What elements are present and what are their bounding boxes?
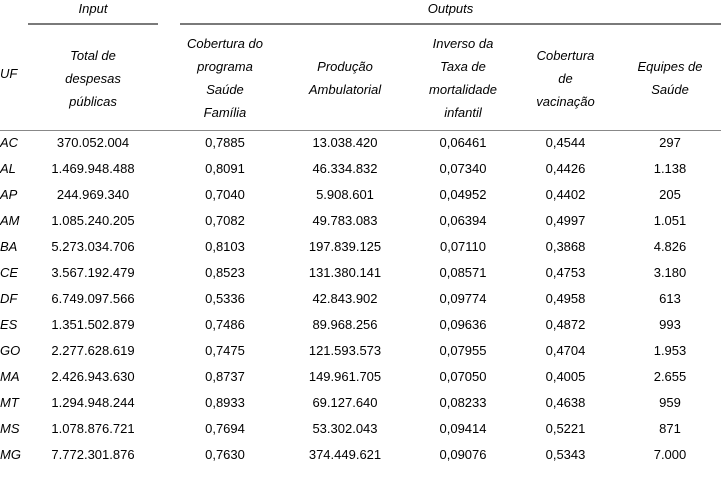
uf-cell: CE (0, 265, 19, 280)
table-cell: 0,09774 (439, 291, 487, 306)
column-header-vacinacao (513, 26, 618, 130)
table-row (0, 184, 721, 210)
table-cell: 0,4005 (545, 369, 586, 384)
header-line: Ambulatorial (308, 82, 382, 97)
table-cell: 4.826 (653, 239, 687, 254)
table-body (0, 132, 721, 470)
header-line: Cobertura (536, 47, 595, 63)
uf-cell: AP (0, 187, 18, 202)
table-cell: 0,07050 (439, 369, 487, 384)
table-cell: 0,4872 (545, 317, 586, 332)
header-line: Saúde (651, 82, 689, 97)
table-cell: 0,5336 (205, 291, 245, 306)
table-cell: 6.749.097.566 (51, 291, 135, 306)
table-cell: 0,8737 (205, 369, 245, 384)
table-row (0, 158, 721, 184)
table-cell: 0,4544 (545, 135, 586, 150)
uf-cell: AL (0, 161, 16, 176)
table-cell: 0,08571 (439, 265, 487, 280)
table-cell: 0,8091 (205, 161, 245, 176)
group-header-input: Input (78, 1, 108, 16)
table-cell: 7.000 (653, 447, 687, 462)
table-cell: 131.380.141 (308, 265, 382, 280)
header-line: mortalidade (429, 82, 497, 97)
table-cell: 0,3868 (545, 239, 586, 254)
table-cell: 0,7885 (205, 135, 245, 150)
header-line: Saúde (206, 82, 244, 97)
table-cell: 1.051 (653, 213, 687, 228)
header-bottom-rule (0, 130, 721, 131)
table-cell: 0,06461 (439, 135, 487, 150)
table-row (0, 262, 721, 288)
table-cell: 0,8933 (205, 395, 245, 410)
table-cell: 69.127.640 (312, 395, 378, 410)
table-cell: 1.351.502.879 (51, 317, 135, 332)
uf-cell: BA (0, 239, 18, 254)
table-cell: 0,06394 (439, 213, 487, 228)
table-cell: 2.655 (653, 369, 687, 384)
table-row (0, 210, 721, 236)
table-cell: 3.567.192.479 (51, 265, 135, 280)
table-cell: 5.273.034.706 (51, 239, 135, 254)
column-header-mortalidade (418, 26, 508, 130)
table-row (0, 132, 721, 158)
table-cell: 0,4638 (545, 395, 586, 410)
header-line: vacinação (536, 93, 595, 109)
header-line: de (558, 70, 573, 86)
table-cell: 0,7040 (205, 187, 245, 202)
uf-cell: MS (0, 421, 20, 436)
table-cell: 205 (659, 187, 681, 202)
table-cell: 0,09414 (439, 421, 487, 436)
header-line: infantil (444, 105, 482, 120)
header-line: Equipes de (637, 59, 703, 74)
table-cell: 13.038.420 (312, 135, 378, 150)
uf-cell: ES (0, 317, 18, 332)
outputs-rule (180, 23, 721, 25)
table-cell: 0,7486 (205, 317, 245, 332)
table-cell: 0,04952 (439, 187, 487, 202)
column-header-equipes (620, 26, 720, 130)
table-cell: 0,5343 (545, 447, 586, 462)
table-row (0, 236, 721, 262)
table-cell: 2.277.628.619 (51, 343, 135, 358)
uf-cell: AM (0, 213, 20, 228)
header-line: despesas (65, 70, 121, 86)
table-cell: 7.772.301.876 (51, 447, 135, 462)
table-cell: 1.085.240.205 (51, 213, 135, 228)
table-cell: 49.783.083 (312, 213, 378, 228)
header-line: Família (203, 105, 247, 120)
table-row (0, 418, 721, 444)
header-line: programa (197, 59, 253, 74)
table-cell: 0,09636 (439, 317, 487, 332)
table-cell: 1.953 (653, 343, 687, 358)
table-cell: 89.968.256 (312, 317, 378, 332)
table-row (0, 288, 721, 314)
table-cell: 0,7630 (205, 447, 245, 462)
header-line: Total de (70, 47, 116, 63)
table-cell: 613 (659, 291, 681, 306)
table-cell: 370.052.004 (56, 135, 130, 150)
table-cell: 1.138 (653, 161, 687, 176)
table-cell: 42.843.902 (312, 291, 378, 306)
header-line: Taxa de (440, 59, 486, 74)
table-cell: 0,8103 (205, 239, 245, 254)
table-cell: 0,7475 (205, 343, 245, 358)
table-row (0, 392, 721, 418)
table-cell: 244.969.340 (56, 187, 130, 202)
table-cell: 5.908.601 (316, 187, 374, 202)
header-line: Inverso da (432, 36, 494, 51)
table-cell: 0,8523 (205, 265, 245, 280)
table-cell: 871 (659, 421, 681, 436)
table-cell: 0,07340 (439, 161, 487, 176)
table-cell: 121.593.573 (308, 343, 382, 358)
table-cell: 1.469.948.488 (51, 161, 135, 176)
table-cell: 197.839.125 (308, 239, 382, 254)
table-cell: 993 (659, 317, 681, 332)
table-cell: 53.302.043 (312, 421, 378, 436)
table-cell: 0,08233 (439, 395, 487, 410)
table-cell: 0,4997 (545, 213, 586, 228)
uf-cell: MG (0, 447, 21, 462)
table-cell: 149.961.705 (308, 369, 382, 384)
table-cell: 0,09076 (439, 447, 487, 462)
header-line: públicas (69, 93, 117, 109)
table-row (0, 340, 721, 366)
header-line: Produção (317, 59, 373, 74)
uf-cell: AC (0, 135, 19, 150)
table-cell: 1.294.948.244 (51, 395, 135, 410)
table-cell: 0,7082 (205, 213, 245, 228)
uf-cell: DF (0, 291, 18, 306)
table-cell: 0,5221 (545, 421, 586, 436)
table-cell: 0,7694 (205, 421, 245, 436)
table-row (0, 366, 721, 392)
column-header-total-despesas (28, 26, 158, 130)
table-cell: 0,07955 (439, 343, 487, 358)
table-cell: 0,4402 (545, 187, 586, 202)
table-cell: 1.078.876.721 (51, 421, 135, 436)
table-cell: 374.449.621 (308, 447, 382, 462)
table-cell: 46.334.832 (312, 161, 378, 176)
table-row (0, 314, 721, 340)
table-cell: 0,4958 (545, 291, 586, 306)
table-cell: 2.426.943.630 (51, 369, 135, 384)
table-cell: 0,07110 (439, 239, 487, 254)
uf-cell: MA (0, 369, 20, 384)
table-row (0, 444, 721, 470)
group-header-outputs: Outputs (427, 1, 474, 16)
uf-column-header: UF (0, 66, 18, 81)
header-line: Cobertura do (187, 36, 263, 51)
uf-cell: GO (0, 343, 21, 358)
table-cell: 0,4753 (545, 265, 586, 280)
table-cell: 0,4426 (545, 161, 586, 176)
column-header-cobertura-psf (180, 26, 270, 130)
table-cell: 0,4704 (545, 343, 586, 358)
column-header-producao-ambulatorial (275, 26, 415, 130)
table-cell: 959 (659, 395, 681, 410)
input-rule (28, 23, 158, 25)
table-cell: 3.180 (653, 265, 687, 280)
uf-cell: MT (0, 395, 19, 410)
table-cell: 297 (659, 135, 681, 150)
